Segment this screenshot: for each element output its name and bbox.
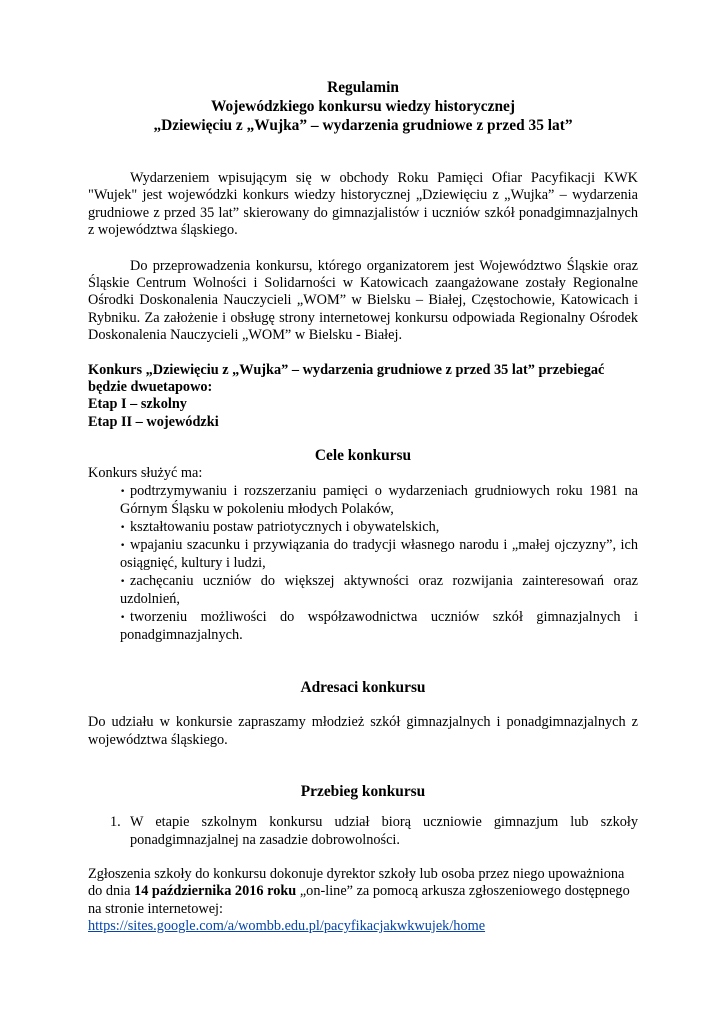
title-line-3: „Dziewięciu z „Wujka” – wydarzenia grudniowe z przed 35 lat” [153, 117, 573, 134]
goal-item-text: wpajaniu szacunku i przywiązania do tradycji własnego narodu i „małej ojczyzny”, ich osiągnięć, kultury i ludzi, [120, 536, 638, 572]
title-line-2: Wojewódzkiego konkursu wiedzy historycznej [211, 98, 515, 115]
bullet-icon: • [120, 576, 126, 587]
registration-deadline: 14 października 2016 roku [134, 883, 297, 900]
goal-item [120, 573, 638, 609]
goal-item-text: podtrzymywaniu i rozszerzaniu pamięci o wydarzeniach grudniowych roku 1981 na Górnym Śląsku w pokoleniu młodych Polaków, [120, 482, 638, 518]
addressees-heading: Adresaci konkursu [300, 679, 426, 697]
goal-item [120, 537, 638, 573]
bullet-icon: • [120, 540, 126, 551]
goals-list [88, 483, 638, 645]
stage-1: Etap I – szkolny [88, 396, 187, 413]
document-title [88, 78, 638, 135]
course-heading: Przebieg konkursu [300, 783, 426, 801]
title-line-1: Regulamin [327, 79, 399, 96]
goal-item-text: zachęcaniu uczniów do większej aktywności oraz rozwijania zainteresowań oraz uzdolnień, [120, 572, 638, 608]
step-number: 1. [110, 814, 121, 831]
stage-2: Etap II – wojewódzki [88, 413, 219, 430]
registration-paragraph [88, 866, 638, 936]
stages-block [88, 362, 638, 432]
step-text: W etapie szkolnym konkursu udział biorą uczniowie gimnazjum lub szkoły ponadgimnazjalnej na zasadzie dobrowolności. [130, 814, 638, 848]
goal-item [120, 483, 638, 519]
registration-text-before: Zgłoszenia szkoły do konkursu dokonuje dyrektor szkoły lub osoba przez niego upoważniona do dnia [88, 865, 625, 900]
goal-item [120, 609, 638, 645]
goal-item-text: kształtowaniu postaw patriotycznych i obywatelskich, [130, 518, 440, 535]
registration-link[interactable]: https://sites.google.com/a/wombb.edu.pl/pacyfikacjakwkwujek/home [88, 918, 486, 935]
intro-paragraph-1: Wydarzeniem wpisującym się w obchody Roku Pamięci Ofiar Pacyfikacji KWK "Wujek" jest wojewódzki konkurs wiedzy historycznej „Dziewięciu z „Wujka” – wydarzenia grudniowe z przed 35 lat” skierowany do gimnazjalistów i uczniów szkół ponadgimnazjalnych z województwa śląskiego. [88, 170, 638, 239]
goal-item-text: tworzeniu możliwości do współzawodnictwa uczniów szkół gimnazjalnych i ponadgimnazjalnych. [120, 608, 638, 643]
registration-text-after: „on-line” za pomocą arkusza zgłoszeniowego dostępnego na stronie internetowej: [88, 883, 630, 917]
addressees-text: Do udziału w konkursie zapraszamy młodzież szkół gimnazjalnych i ponadgimnazjalnych z województwa śląskiego. [88, 714, 638, 748]
bullet-icon: • [120, 486, 126, 497]
goals-heading: Cele konkursu [314, 447, 412, 465]
intro-paragraph-2: Do przeprowadzenia konkursu, którego organizatorem jest Województwo Śląskie oraz Śląskie Centrum Wolności i Solidarności w Katowicach zaangażowane zostały Regionalne Ośrodki Doskonalenia Nauczycieli „WOM” w Bielsku – Białej, Częstochowie, Katowicach i Rybniku. Za założenie i obsługę strony internetowej konkursu odpowiada Regionalny Ośrodek Doskonalenia Nauczycieli „WOM” w Bielsku - Białej. [88, 257, 638, 344]
goals-lead: Konkurs służyć ma: [88, 465, 203, 482]
bullet-icon: • [120, 612, 126, 623]
stages-intro: Konkurs „Dziewięciu z „Wujka” – wydarzenia grudniowe z przed 35 lat” przebiegać będzie dwuetapowo: [88, 361, 605, 396]
course-steps-list [88, 814, 638, 849]
bullet-icon: • [120, 522, 126, 533]
goal-item [120, 519, 638, 537]
course-step [88, 814, 638, 849]
